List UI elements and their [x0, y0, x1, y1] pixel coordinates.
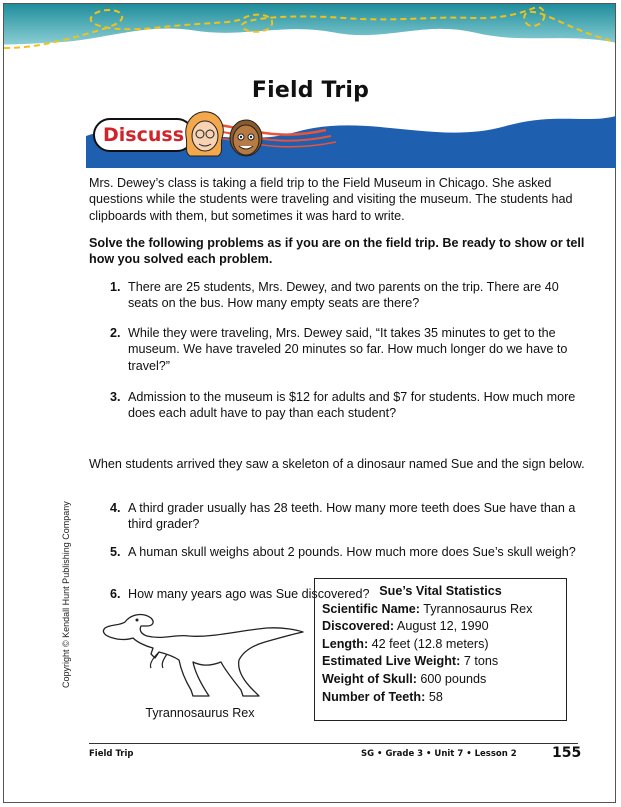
- instructions: Solve the following problems as if you are on the field trip. Be ready to show or tell how you solved each problem.: [89, 236, 585, 267]
- problem-number: 2.: [110, 326, 121, 340]
- problem-text: A third grader usually has 28 teeth. How many more teeth does Sue have than a third grader?: [128, 501, 576, 532]
- page-number: 155: [552, 745, 582, 761]
- stat-row: [322, 601, 559, 619]
- problem-number: 3.: [110, 390, 121, 404]
- problem-number: 6.: [110, 587, 121, 601]
- footer-lesson-title: Field Trip: [89, 749, 134, 759]
- vital-statistics-box: [314, 578, 567, 721]
- problem-3: [110, 389, 590, 422]
- problem-number: 5.: [110, 545, 121, 559]
- stat-label: Number of Teeth:: [322, 689, 426, 704]
- problem-2: [110, 325, 590, 374]
- problem-1: [110, 279, 590, 312]
- stat-row: [322, 689, 559, 707]
- intro-paragraph: Mrs. Dewey’s class is taking a field trip to the Field Museum in Chicago. She asked questions while the students were traveling and visiting the museum. The students had clipboards with them, but sometimes it was hard to write.: [89, 176, 573, 223]
- stat-label: Scientific Name:: [322, 601, 420, 616]
- stat-label: Estimated Live Weight:: [322, 654, 461, 669]
- stat-value: August 12, 1990: [394, 619, 489, 634]
- page-title: Field Trip: [251, 78, 370, 103]
- problem-text: Admission to the museum is $12 for adults and $7 for students. How much more does each adult have to pay than each student?: [128, 390, 576, 421]
- stat-row: [322, 618, 559, 636]
- transition-paragraph: When students arrived they saw a skeleton of a dinosaur named Sue and the sign below.: [89, 457, 585, 471]
- vital-statistics-title: Sue’s Vital Statistics: [379, 584, 502, 598]
- problem-5: [110, 544, 590, 560]
- problem-number: 4.: [110, 501, 121, 515]
- wave-header-decoration: [4, 4, 615, 59]
- footer-divider: [89, 743, 578, 744]
- stat-label: Weight of Skull:: [322, 671, 417, 686]
- problem-text: A human skull weighs about 2 pounds. How much more does Sue’s skull weigh?: [128, 545, 576, 559]
- stat-value: 42 feet (12.8 meters): [368, 636, 489, 651]
- stat-value: 58: [425, 689, 443, 704]
- stat-row: [322, 671, 559, 689]
- discuss-label: Discuss: [93, 118, 194, 152]
- students-illustration: [180, 106, 276, 166]
- problem-text: How many years ago was Sue discovered?: [128, 587, 370, 601]
- stat-label: Discovered:: [322, 619, 395, 634]
- problem-4: [110, 500, 590, 533]
- tyrannosaurus-illustration: [93, 600, 305, 706]
- problem-text: There are 25 students, Mrs. Dewey, and two parents on the trip. There are 40 seats on the bus. How many empty seats are there?: [128, 280, 559, 311]
- footer-course-info: SG • Grade 3 • Unit 7 • Lesson 2: [361, 749, 517, 759]
- stat-value: 7 tons: [460, 654, 499, 669]
- stat-label: Length:: [322, 636, 369, 651]
- problem-number: 1.: [110, 280, 121, 294]
- copyright-notice: Copyright © Kendall Hunt Publishing Company: [61, 501, 71, 688]
- stat-value: 600 pounds: [416, 671, 487, 686]
- problem-text: While they were traveling, Mrs. Dewey said, “It takes 35 minutes to get to the museum. We have traveled 20 minutes so far. How much longer do we have to travel?”: [128, 326, 568, 373]
- dinosaur-caption: Tyrannosaurus Rex: [145, 706, 255, 720]
- stat-row: [322, 653, 559, 671]
- stat-value: Tyrannosaurus Rex: [419, 601, 533, 616]
- stat-row: [322, 636, 559, 654]
